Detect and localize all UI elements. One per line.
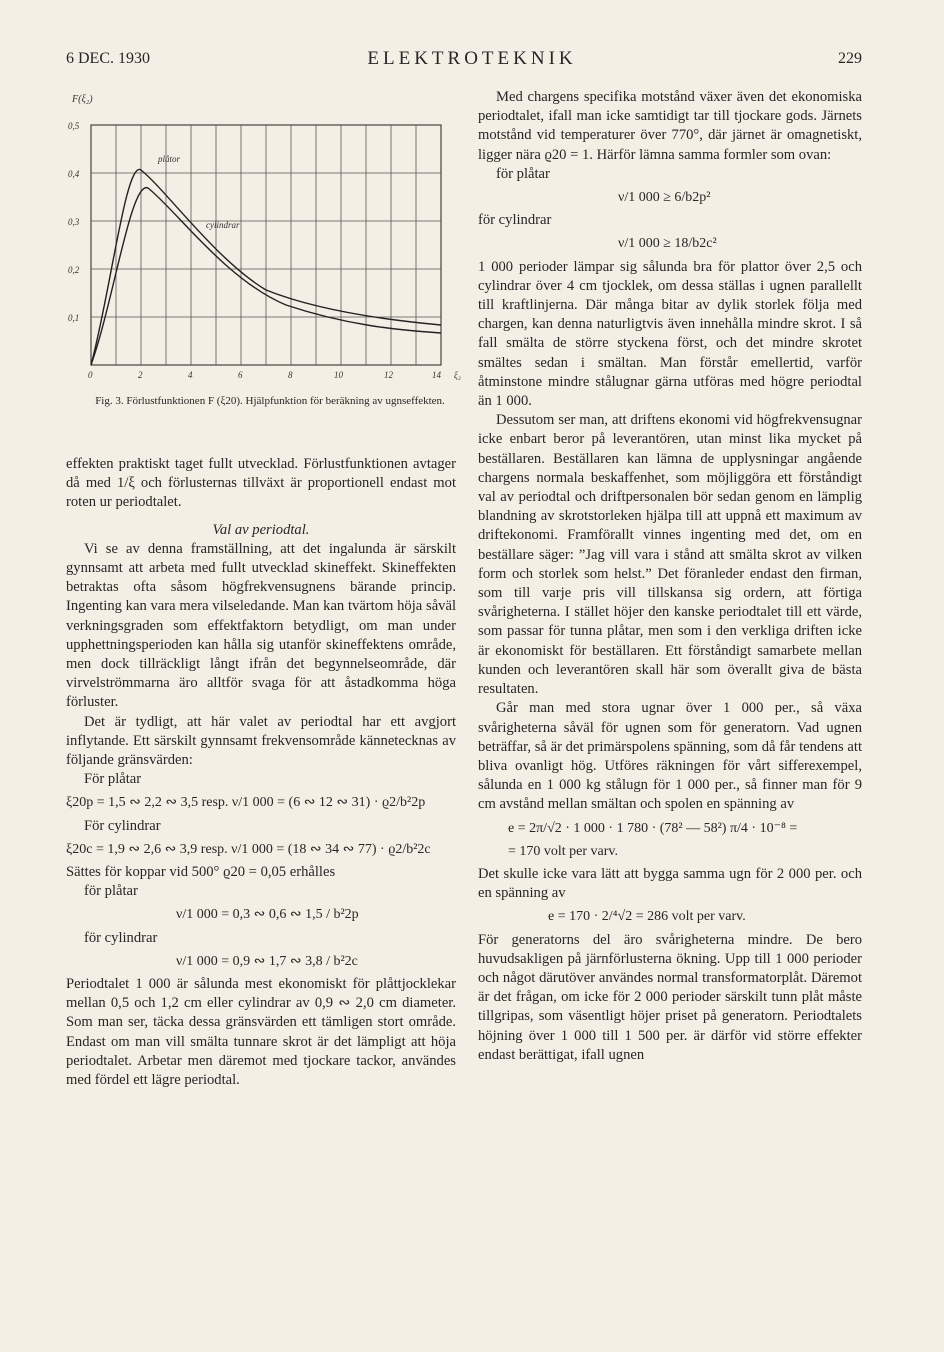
y-axis-title: F(ξ₂) [72,94,93,105]
paragraph: För generatorns del äro svårigheterna mindre. De bero huvudsakligen på järnförlusterna ökning. Upp till 1 000 perioder och något därutöver användes normal transformatorplåt. Däremot är det frågan, om icke för 2 000 perioder särskilt tunn plåt måste tillgripas, som väsentligt höjer priset på generatorn. Periodtalets höjning över 1 000 till 1 500 per. är därför vid större effekter endast berättigat, ifall ugnen [478,931,862,1063]
equation: ν/1 000 = 0,9 ∾ 1,7 ∾ 3,8 / b²2c [176,953,358,969]
label: för plåtar [496,165,550,182]
paragraph: Periodtalet 1 000 är sålunda mest ekonomiskt för plåttjocklekar mellan 0,5 och 1,2 cm eller cylindrar av 0,9 ∾ 2,0 cm diameter. Som man ser, täcka dessa gränsvärden ett tämligen stort område. Endast om man vill smälta tunnare skrot är det lämpligt att höja periodtalet. Arbetar men däremot med tjockare tackor, användes med fördel ett lägre periodtal. [66,976,456,1089]
label: För cylindrar [84,817,161,834]
y-tick: 0,4 [68,169,80,179]
x-tick: 4 [188,370,193,380]
paragraph: 1 000 perioder lämpar sig sålunda bra för plattor över 2,5 och cylindrar över 4 cm tjocklek, om dessa ställas i ugnen parallellt till kraftlinjerna. Där många bitar av dylik storlek följa med chargen, kan denna naturligtvis även innehålla mindre skrot. I så fall smälta de större styckena först, och det mindre skrotet smältes sedan i smältan. Man förstår emellertid, varför åtminstone mindre stålugnar gärna utföras med högre periodtal än 1 000. [478,258,862,410]
y-tick: 0,1 [68,313,80,323]
label: för cylindrar [84,929,158,946]
equation: ν/1 000 = 0,3 ∾ 0,6 ∾ 1,5 / b²2p [176,907,359,923]
label: för plåtar [84,883,138,900]
label-cylinders: cylindrar [206,220,240,230]
x-tick: 10 [334,370,343,380]
equation: ν/1 000 ≥ 6/b2p² [618,190,711,206]
x-axis-title: ξ₂ [454,370,461,380]
label: För plåtar [84,771,142,788]
header-journal: ELEKTROTEKNIK [367,48,577,69]
x-tick: 12 [384,370,393,380]
section-heading: Val av periodtal. [212,521,310,538]
equation: ξ20c = 1,9 ∾ 2,6 ∾ 3,9 resp. ν/1 000 = (18 ∾ 34 ∾ 77) · ϱ2/b²2c [66,841,431,857]
y-tick: 0,2 [68,265,80,275]
paragraph: Med chargens specifika motstånd växer även det ekonomiska periodtalet, ifall man icke samtidigt tar till tjockare gods. Järnets motstånd vid temperaturer över 770°, där järnet är omagnetiskt, ligger nära ϱ20 = 1. Härför lämna samma formler som ovan: [478,89,862,163]
figure-loss-function [66,90,466,390]
equation: ξ20p = 1,5 ∾ 2,2 ∾ 3,5 resp. ν/1 000 = (6 ∾ 12 ∾ 31) · ϱ2/b²2p [66,795,426,811]
paragraph: Det skulle icke vara lätt att bygga samma ugn för 2 000 per. och en spänning av [478,865,862,902]
paragraph: Det är tydligt, att här valet av periodtal har ett avgjort inflytande. Ett särskilt gynnsamt frekvensområde kännetecknas av följande gränsvärden: [66,713,456,769]
x-tick: 0 [88,370,93,380]
equation: e = 2π/√2 · 1 000 · 1 780 · (78² — 58²) π/4 · 10⁻⁸ = [508,820,798,836]
equation: ν/1 000 ≥ 18/b2c² [618,236,717,252]
paragraph: Dessutom ser man, att driftens ekonomi vid högfrekvensugnar icke enbart beror på leverantören, utan minst lika mycket på beställaren. Beställaren kan lämna de upplysningar angående chargens normala beskaffenhet, som möjliggöra ett förståndigt val av periodtal och driftpersonalen bör sedan genom en lämplig blandning av skrotstorleken hjälpa till att uppnå ett maximum av driftekonomi. Framförallt vinnes ingenting med det, om en beställare säger: ”Jag vill vara i stånd att smälta skrot av vilken form och storlek som helst.” Det föranleder endast den firman, som till varje pris vill tillskansa sig ordern, att förtiga svårigheterna. I stället höjer den kanske periodtalet till ett värde, som passar för tunna plåtar, men som i den verkliga driften icke är ekonomiskt för beställaren. Ett förståndigt samarbete mellan kunden och leverantören skall här som överallt giva de bästa resultaten. [478,412,862,698]
figure-caption: Fig. 3. Förlustfunktionen F (ξ20). Hjälpfunktion för beräkning av ugnseffekten. [95,395,445,407]
y-tick: 0,3 [68,217,80,227]
right-column [478,88,862,1065]
x-tick: 14 [432,370,441,380]
header-date: 6 DEC. 1930 [66,50,150,67]
paragraph: effekten praktiskt taget fullt utvecklad. Förlustfunktionen avtager då med 1/ξ och förlusternas tillväxt är proportionell endast mot roten ur periodtalet. [66,456,456,511]
equation: e = 170 · 2/⁴√2 = 286 volt per varv. [548,909,746,925]
x-tick: 2 [138,370,143,380]
paragraph: Går man med stora ugnar över 1 000 per., så växa svårigheterna såväl för ugnen som för generatorn. Vad ugnen beträffar, så är det primärspolens spänning, som då får tendens att bliva ovanligt hög. Utföres räkningen för vårt sifferexempel, sålunda en 1 000 kg stålugn för 1 000 per., så finner man för 9 cm avstånd mellan smältan och spolen en spänning av [478,700,862,813]
y-tick: 0,5 [68,121,80,131]
label-plates: plåtor [158,154,181,164]
paragraph: Sättes för koppar vid 500° ϱ20 = 0,05 erhålles [66,864,336,881]
header-page-number: 229 [838,50,862,67]
chart-svg [66,90,466,390]
label: för cylindrar [478,212,552,229]
equation: = 170 volt per varv. [508,843,619,859]
x-tick: 6 [238,370,243,380]
x-tick: 8 [288,370,293,380]
left-column [66,455,456,1090]
paragraph: Vi se av denna framställning, att det ingalunda är särskilt gynnsamt att arbeta med fullt utvecklad skineffekt. Skineffekten betraktas ofta såsom högfrekvensugnens bärande princip. Ingenting kan vara mera vilseledande. Man kan tvärtom höja såväl verkningsgraden som effektfaktorn betydligt, om man under upphettningsperioden kan hålla sig utanför skineffektens område, men dock tillräckligt långt ifrån det begynnelseområde, där virvelströmmarna äro alltför svaga för att åstadkomma höga förluster. [66,540,456,711]
